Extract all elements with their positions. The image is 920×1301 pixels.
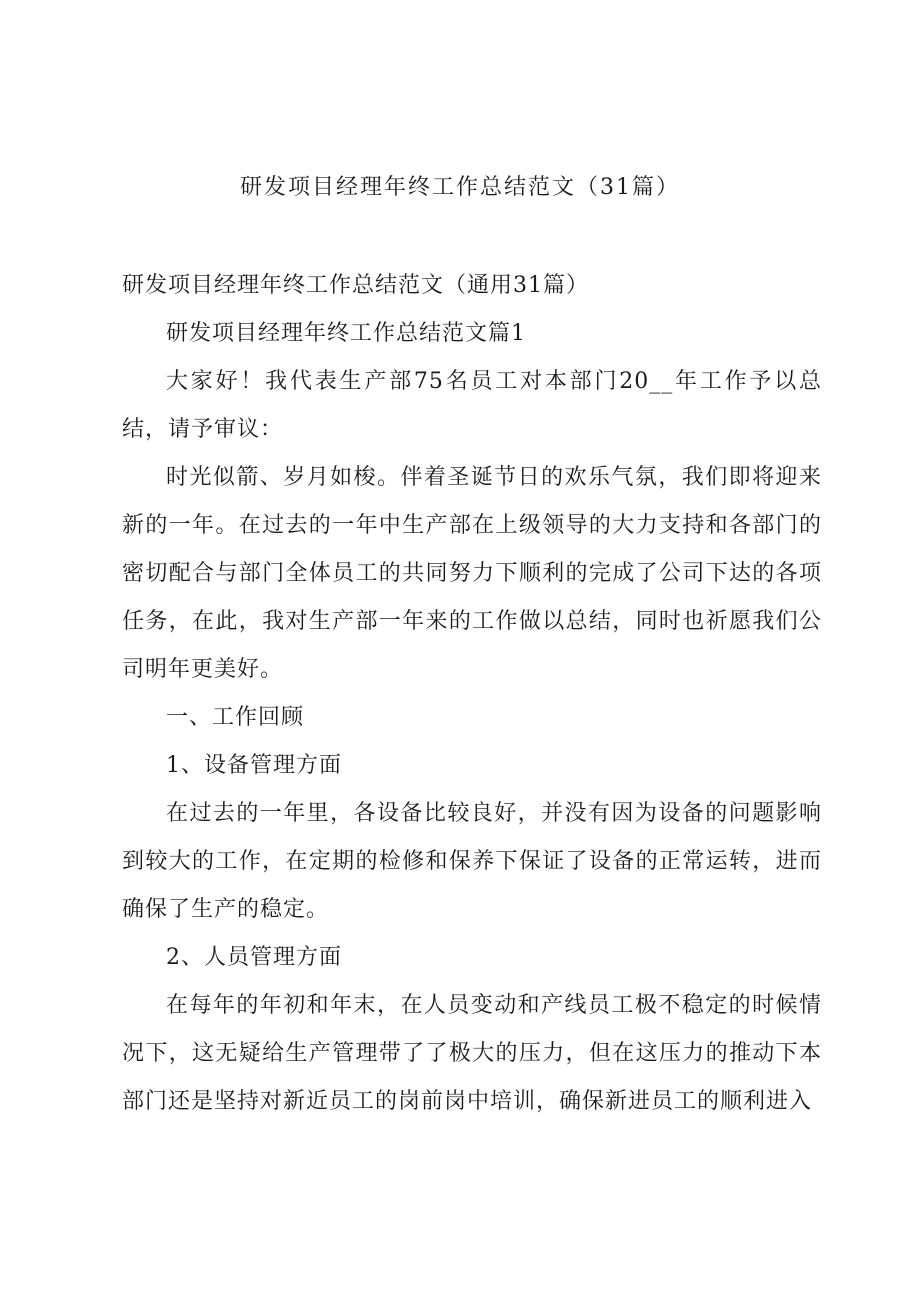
section-title: 研发项目经理年终工作总结范文篇1	[166, 321, 526, 346]
paragraph-personnel: 在每年的年初和年末，在人员变动和产线员工极不稳定的时候情况下，这无疑给生产管理带了了极大的压力，但在这压力的推动下本部门还是坚持对新近员工的岗前岗中培训，确保新进员工的顺利进入	[122, 993, 822, 1114]
heading-work-review: 一、工作回顾	[166, 705, 305, 730]
paragraph-intro: 时光似箭、岁月如梭。伴着圣诞节日的欢乐气氛，我们即将迎来新的一年。在过去的一年中生产部在上级领导的大力支持和各部门的密切配合与部门全体员工的共同努力下顺利的完成了公司下达的各项任务，在此，我对生产部一年来的工作做以总结，同时也祈愿我们公司明年更美好。	[122, 465, 822, 682]
heading-personnel-management: 2、人员管理方面	[166, 945, 342, 970]
paragraph-equipment: 在过去的一年里，各设备比较良好，并没有因为设备的问题影响到较大的工作，在定期的检修和保养下保证了设备的正常运转，进而确保了生产的稳定。	[122, 801, 822, 922]
heading-equipment-management: 1、设备管理方面	[166, 753, 342, 778]
document-subtitle: 研发项目经理年终工作总结范文（通用31篇）	[122, 273, 589, 298]
paragraph-greeting: 大家好！我代表生产部75名员工对本部门20__年工作予以总结，请予审议：	[122, 369, 822, 442]
document-body	[122, 262, 822, 1126]
document-title: 研发项目经理年终工作总结范文（31篇）	[240, 175, 680, 200]
